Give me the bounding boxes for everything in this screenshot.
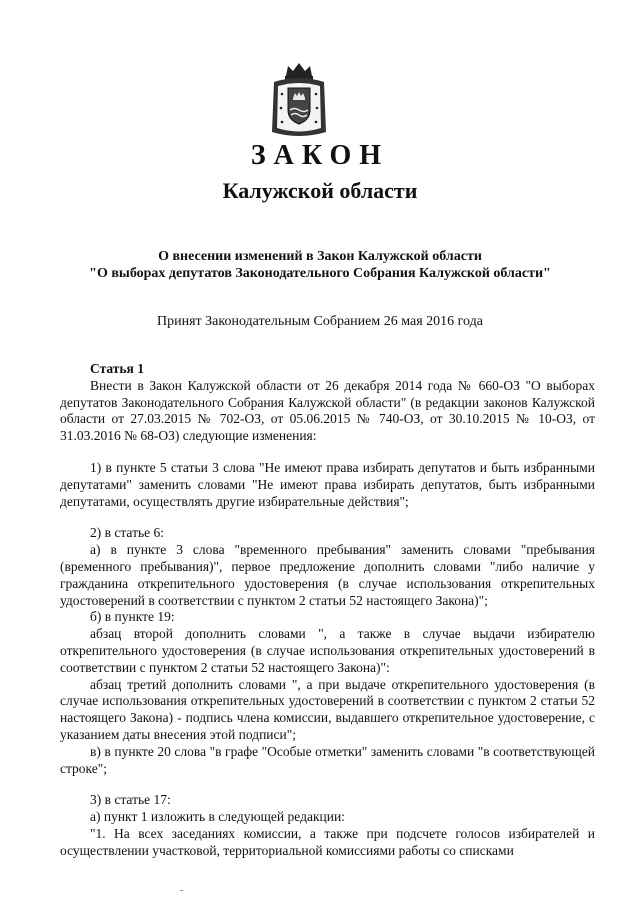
paragraph: "1. На всех заседаниях комиссии, а также при подсчете голосов избирателей и осуществлении участковой, территориальной комиссиями работы со списками (60, 825, 595, 858)
kaluga-coat-of-arms-icon (268, 60, 330, 140)
law-heading-line-1: О внесении изменений в Закон Калужской области (158, 249, 482, 264)
adoption-note: Принят Законодательным Собранием 26 мая 2016 года (157, 314, 483, 329)
paragraph: 2) в статье 6: (90, 525, 164, 541)
paragraph: абзац второй дополнить словами ", а также в случае выдачи избирателю открепительного удостоверения (в случае использования открепительных удостоверений в соответствии с пунктом 2 статьи 52 настоящего Закона)": (60, 626, 595, 675)
paragraph: Внести в Закон Калужской области от 26 декабря 2014 года № 660-ОЗ "О выборах депутатов Законодательного Собрания Калужской области" (в редакции законов Калужской области от 27.03.2015 № 702-ОЗ, от 05.06.2015 № 740-ОЗ, от 30.10.2015 № 10-ОЗ, от 31.03.2016 № 68-ОЗ) следующие изменения: (60, 377, 595, 444)
scan-mark: - (180, 885, 184, 896)
document-body (60, 361, 595, 860)
paragraph: 3) в статье 17: (90, 792, 171, 808)
paragraph: б) в пункте 19: (90, 609, 175, 625)
paragraph: 1) в пункте 5 статьи 3 слова "Не имеют права избирать депутатов и быть избранными депутатами" заменить словами "Не имеют права избирать депутатов, быть избранными депутатами, осуществлять другие избирательные действия"; (60, 459, 595, 509)
document-title: ЗАКОН (250, 140, 390, 171)
paragraph: абзац третий дополнить словами ", а при выдаче открепительного удостоверения (в случае использования открепительных удостоверений в соответствии с пунктом 2 статьи 52 настоящего Закона) - подпись члена комиссии, выдавшего открепительное удостоверение, с указанием даты внесения этой подписи"; (60, 676, 595, 742)
paragraph: а) в пункте 3 слова "временного пребывания" заменить словами "пребывания (временного пребывания)", первое предложение дополнить словами "либо наличие у гражданина открепительного удостоверения (в случае использования открепительных удостоверений в соответствии с пунктом 2 статьи 52 настоящего Закона)"; (60, 542, 595, 608)
law-heading (0, 248, 640, 282)
law-heading-line-2: "О выборах депутатов Законодательного Собрания Калужской области" (89, 266, 551, 281)
article-title: Статья 1 (90, 361, 144, 376)
paragraph: а) пункт 1 изложить в следующей редакции: (90, 809, 345, 825)
paragraph: в) в пункте 20 слова "в графе "Особые отметки" заменить словами "в соответствующей строке"; (60, 743, 595, 776)
document-subtitle: Калужской области (222, 178, 418, 203)
